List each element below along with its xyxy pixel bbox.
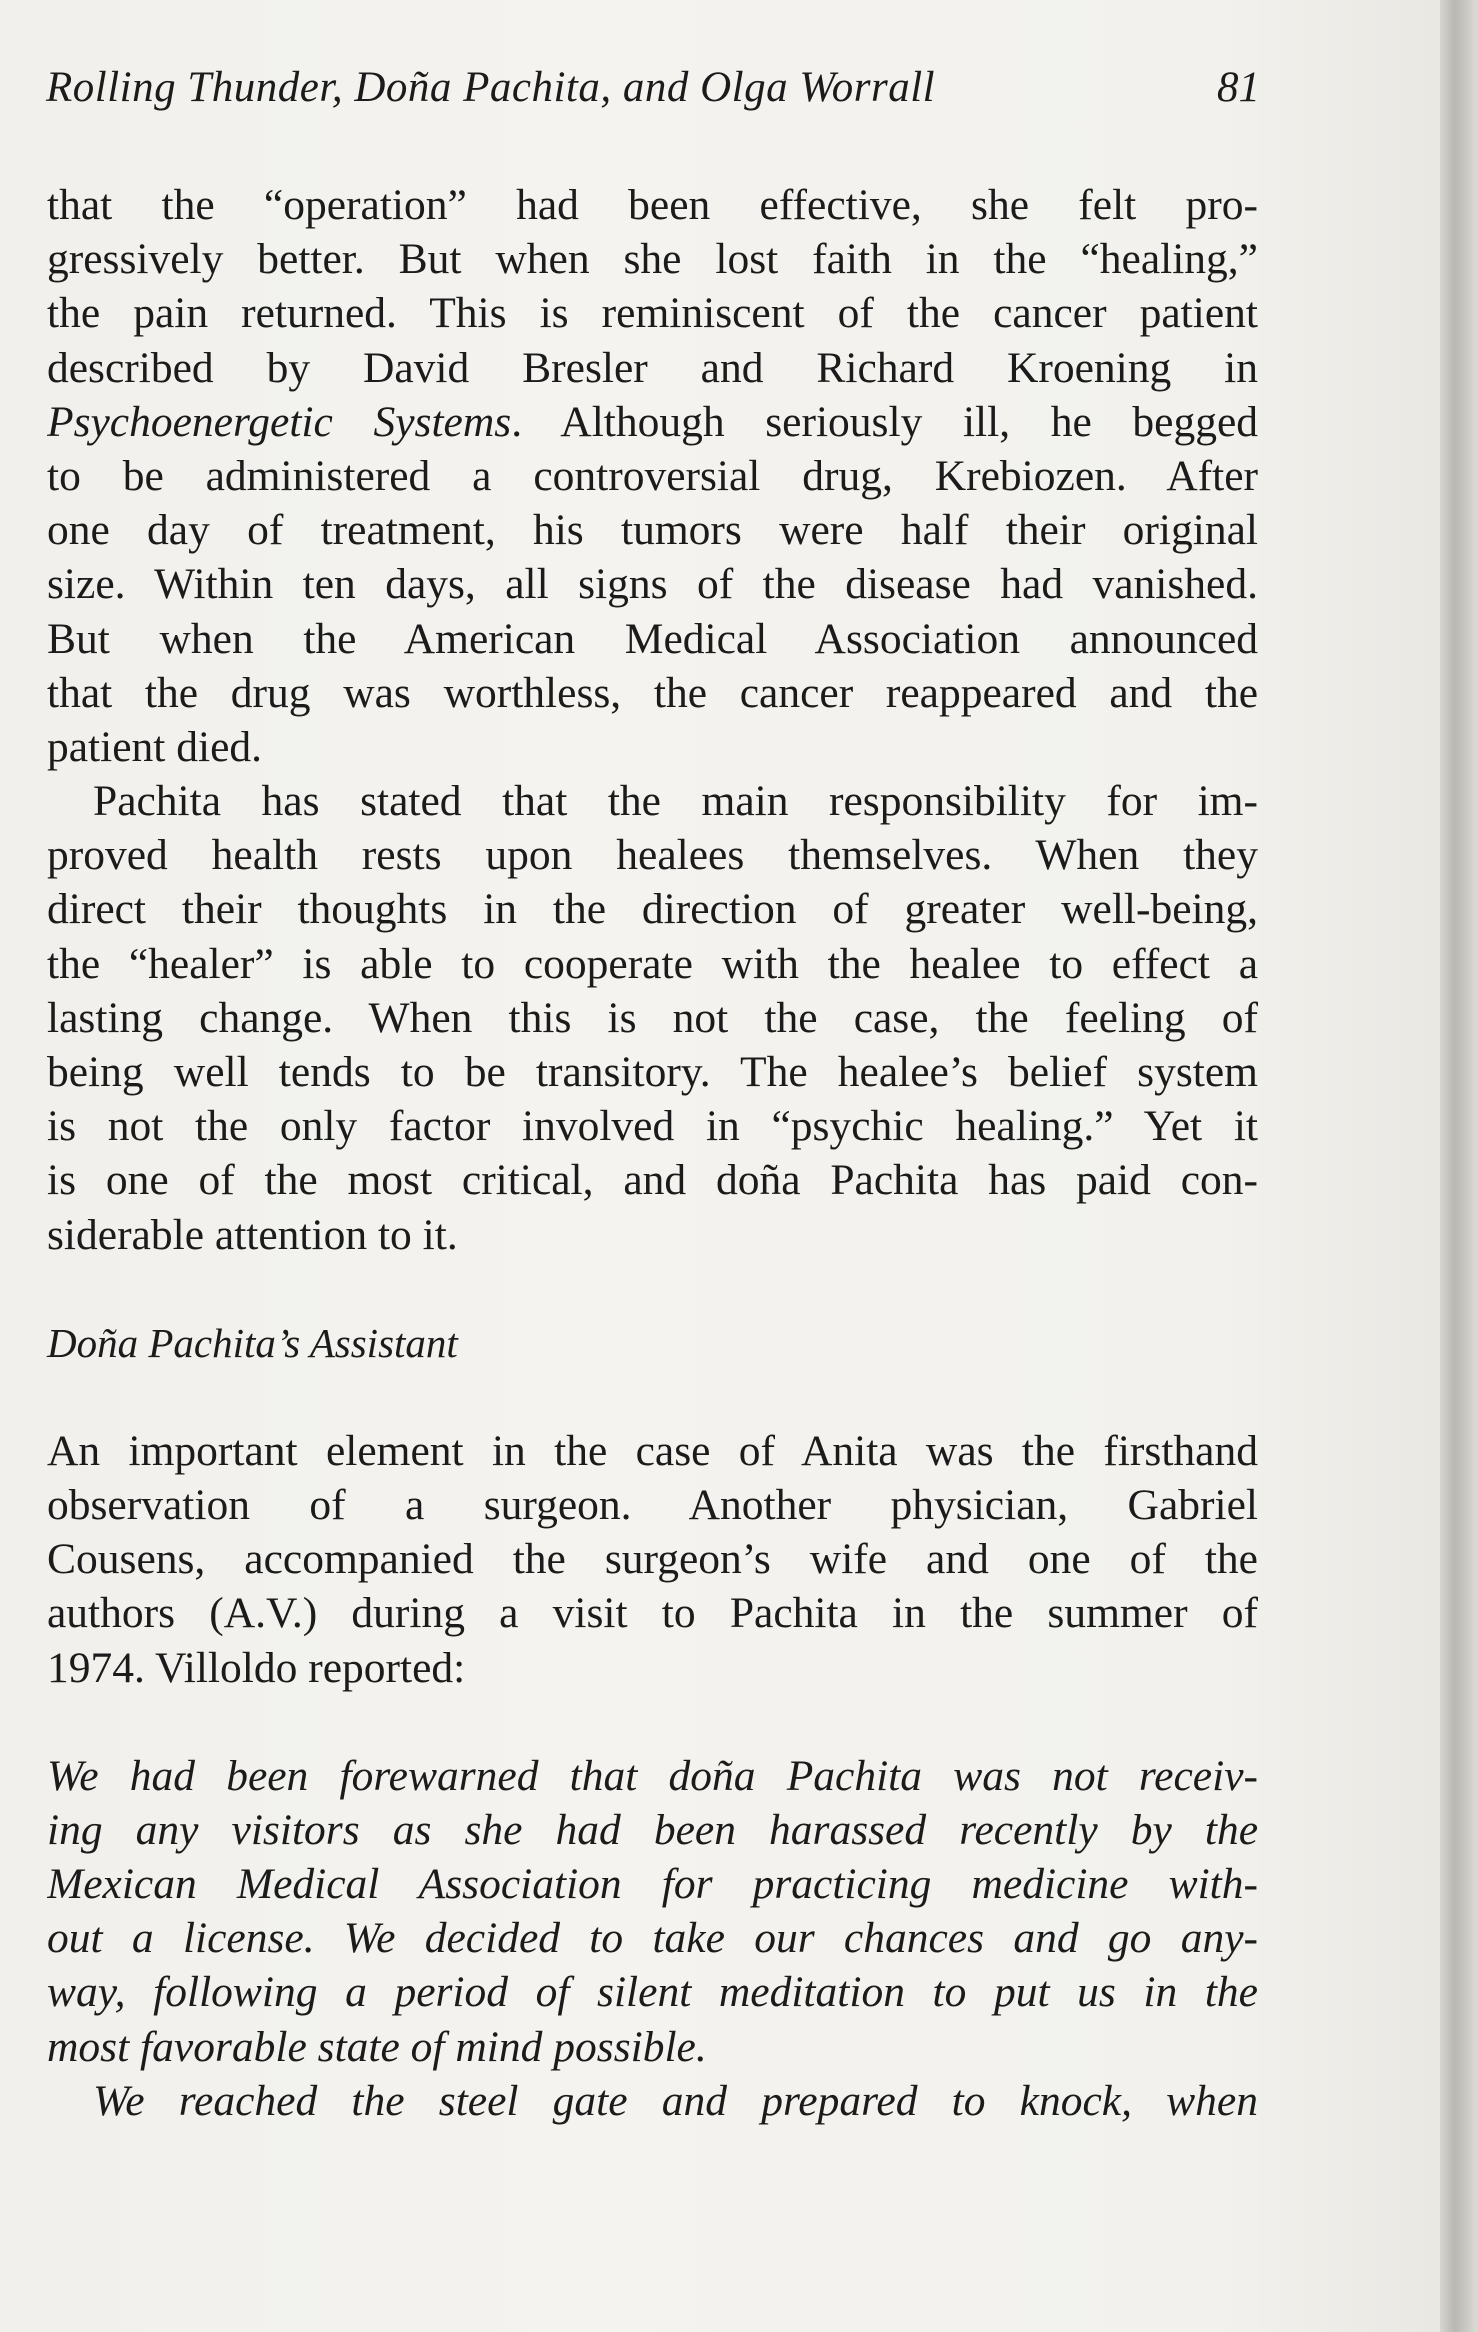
text-line: described by David Bresler and Richard Kroening in bbox=[47, 343, 1258, 392]
text-line: size. Within ten days, all signs of the disease had vanished. bbox=[47, 560, 1258, 609]
text-fragment: . Although seriously ill, he begged bbox=[511, 397, 1258, 446]
running-head: Rolling Thunder, Doña Pachita, and Olga Worrall bbox=[46, 64, 936, 111]
block-quote bbox=[47, 1749, 1258, 2128]
quote-line: way, following a period of silent meditation to put us in the bbox=[47, 1968, 1258, 2017]
text-line: is not the only factor involved in “psychic healing.” Yet it bbox=[47, 1102, 1258, 1151]
quote-line: ing any visitors as she had been harassed recently by the bbox=[47, 1805, 1258, 1854]
quote-line: We reached the steel gate and prepared to knock, when bbox=[93, 2076, 1258, 2125]
section-spacer bbox=[47, 1262, 1258, 1316]
book-title: Psychoenergetic Systems bbox=[47, 397, 512, 446]
text-line: siderable attention to it. bbox=[47, 1210, 458, 1259]
paragraph-2 bbox=[47, 774, 1258, 1262]
quote-spacer bbox=[47, 1695, 1258, 1749]
text-line: the pain returned. This is reminiscent of the cancer patient bbox=[47, 289, 1258, 338]
text-line: Cousens, accompanied the surgeon’s wife and one of the bbox=[47, 1535, 1258, 1584]
text-line: But when the American Medical Association announced bbox=[47, 614, 1258, 663]
text-line: is one of the most critical, and doña Pachita has paid con- bbox=[47, 1156, 1258, 1205]
text-line: observation of a surgeon. Another physician, Gabriel bbox=[47, 1480, 1258, 1529]
quote-line: most favorable state of mind possible. bbox=[47, 2022, 707, 2071]
text-line: being well tends to be transitory. The healee’s belief system bbox=[47, 1048, 1258, 1096]
text-line: An important element in the case of Anita was the firsthand bbox=[47, 1426, 1258, 1475]
text-line: that the “operation” had been effective, she felt pro- bbox=[47, 181, 1258, 229]
quote-line: out a license. We decided to take our chances and go any- bbox=[47, 1914, 1258, 1963]
text-line bbox=[47, 395, 1258, 449]
text-line: to be administered a controversial drug, Krebiozen. After bbox=[47, 451, 1258, 500]
section-heading: Doña Pachita’s Assistant bbox=[47, 1319, 458, 1366]
text-line: one day of treatment, his tumors were half their original bbox=[47, 506, 1258, 555]
text-line: authors (A.V.) during a visit to Pachita in the summer of bbox=[47, 1589, 1258, 1638]
section-spacer bbox=[47, 1370, 1258, 1424]
text-line: the “healer” is able to cooperate with the healee to effect a bbox=[47, 939, 1258, 988]
page-number: 81 bbox=[1217, 64, 1260, 111]
text-line: patient died. bbox=[47, 722, 263, 771]
text-line: lasting change. When this is not the case, the feeling of bbox=[47, 993, 1258, 1042]
text-line: direct their thoughts in the direction of greater well-being, bbox=[47, 885, 1258, 934]
page-edge-shadow bbox=[1440, 0, 1477, 2332]
quote-line: Mexican Medical Association for practicing medicine with- bbox=[47, 1860, 1258, 1909]
text-line: Pachita has stated that the main responsibility for im- bbox=[93, 777, 1258, 826]
text-line: proved health rests upon healees themselves. When they bbox=[47, 831, 1258, 880]
quote-line: We had been forewarned that doña Pachita was not receiv- bbox=[47, 1751, 1258, 1800]
paragraph-3 bbox=[47, 1424, 1258, 1695]
text-line: gressively better. But when she lost faith in the “healing,” bbox=[47, 235, 1258, 284]
text-line: 1974. Villoldo reported: bbox=[47, 1643, 466, 1692]
paragraph-1 bbox=[47, 178, 1258, 774]
page-header bbox=[46, 58, 1260, 118]
text-line: that the drug was worthless, the cancer reappeared and the bbox=[47, 668, 1258, 717]
body-text bbox=[47, 178, 1258, 2128]
